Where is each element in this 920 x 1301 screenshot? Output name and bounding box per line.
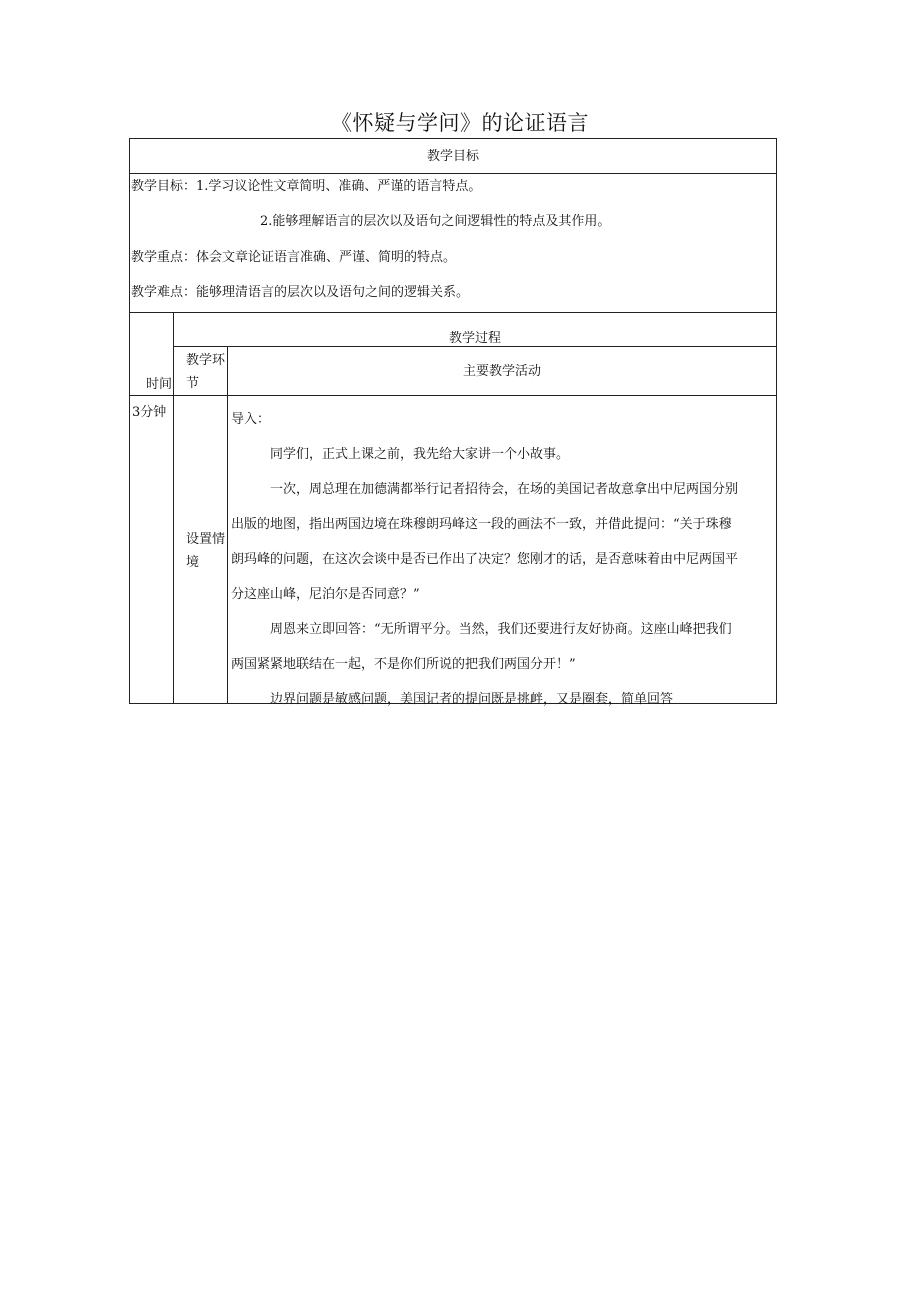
- column-header-time: 时间: [146, 377, 173, 392]
- column-header-activity: 主要教学活动: [462, 364, 541, 379]
- activity-content: [231, 411, 773, 726]
- objective-2: 2.能够理解语言的层次以及语句之间逻辑性的特点及其作用。: [260, 214, 611, 229]
- objectives-header: 教学目标: [426, 149, 479, 164]
- process-header: 教学过程: [448, 331, 501, 346]
- table-rule: [129, 312, 777, 313]
- intro-label: 导入：: [231, 412, 271, 427]
- paragraph-line: 两国紧紧地联结在一起，不是你们所说的把我们两国分开！”: [231, 657, 576, 672]
- paragraph-line: 一次，周总理在加德满都举行记者招待会，在场的美国记者故意拿出中尼两国分别: [270, 482, 739, 497]
- paragraph-line: 出版的地图，指出两国边境在珠穆朗玛峰这一段的画法不一致，并借此提问：“关于珠穆: [231, 517, 732, 532]
- paragraph-line: 分这座山峰，尼泊尔是否同意？”: [231, 587, 420, 602]
- row-stage: 境: [186, 555, 200, 570]
- row-time: 3分钟: [132, 405, 167, 420]
- table-rule: [776, 138, 777, 704]
- table-rule: [129, 138, 777, 139]
- paragraph-line: 朗玛峰的问题，在这次会谈中是否已作出了决定？您刚才的话，是否意味着由中尼两国平: [231, 552, 739, 567]
- document-title: 《怀疑与学问》的论证语言: [331, 111, 589, 135]
- table-rule: [227, 346, 228, 704]
- row-stage: 设置情: [186, 532, 226, 547]
- column-header-stage: 教学环: [186, 353, 226, 368]
- objective-1: 教学目标：1.学习议论性文章简明、准确、严谨的语言特点。: [131, 179, 482, 194]
- column-header-stage: 节: [186, 376, 200, 391]
- key-point: 教学重点：体会文章论证语言准确、严谨、简明的特点。: [131, 250, 457, 265]
- paragraph-line: 周恩来立即回答：“无所谓平分。当然，我们还要进行友好协商。这座山峰把我们: [270, 622, 732, 637]
- table-rule: [173, 312, 174, 704]
- paragraph-line: 边界问题是敏感问题，美国记者的提问既是挑衅，又是圈套，简单回答: [270, 692, 674, 707]
- table-rule: [129, 138, 130, 704]
- table-rule: [129, 173, 777, 174]
- difficulty: 教学难点：能够理清语言的层次以及语句之间的逻辑关系。: [131, 285, 470, 300]
- lesson-plan-table: [129, 138, 777, 707]
- paragraph-line: 同学们，正式上课之前，我先给大家讲一个小故事。: [270, 447, 570, 462]
